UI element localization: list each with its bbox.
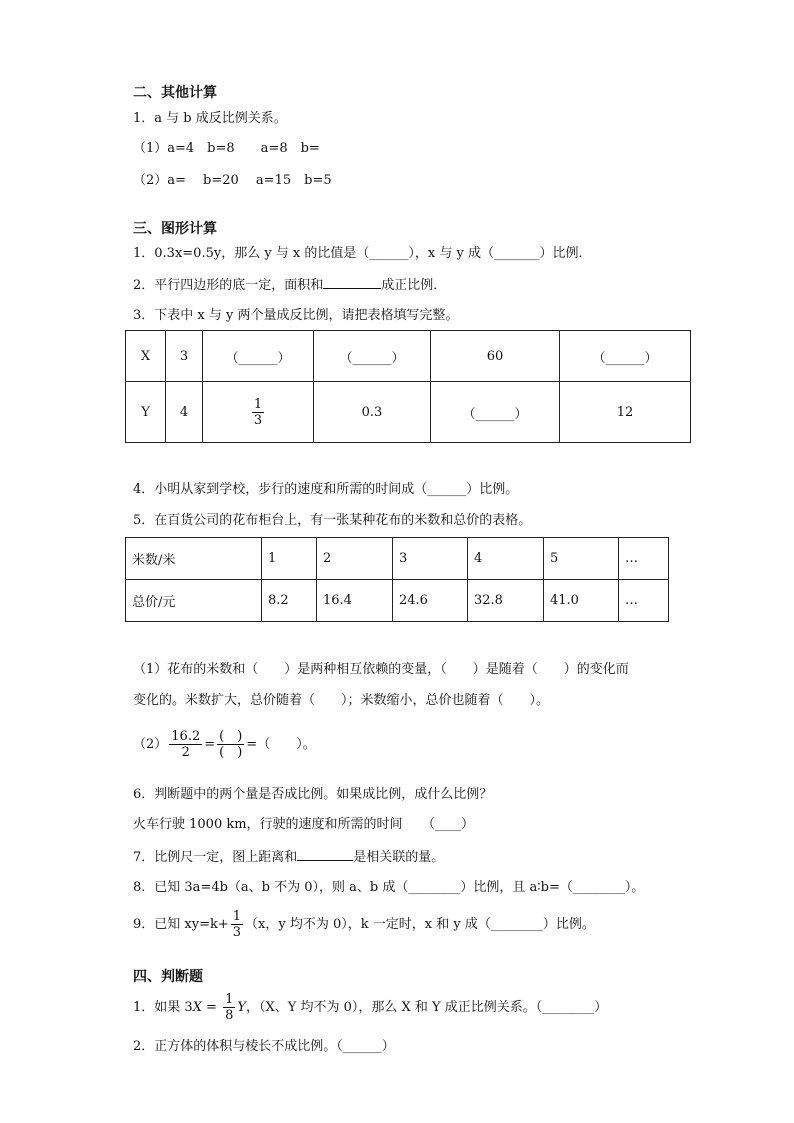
fraction-numerator: 1 [225,992,234,1007]
var-y: Y [237,1000,246,1015]
q9-text-b: （x，y 均不为 0），k 一定时，x 和 y 成（________）比例。 [245,917,595,932]
fraction-one-third [252,397,264,428]
sec3-question-2 [133,276,446,295]
sec2-row-2: （2）a= b=20 a=15 b=5 [133,173,332,188]
sec3-question-9 [133,905,595,947]
q9-text-a: 9．已知 xy=k+ [133,917,229,932]
sec3-question-6: 6．判断题中的两个量是否成比例。如果成比例，成什么比例？ [133,787,493,802]
sec3-question-4: 4．小明从家到学校，步行的速度和所需的时间成（______）比例。 [133,482,519,497]
fraction-blank [217,729,244,760]
table2-row-meters [126,538,669,580]
table2-cell: 2 [317,538,393,580]
table2-cell: 24.6 [393,580,468,622]
table2-cell: … [619,580,669,622]
fraction-numerator: 1 [253,396,263,412]
table1-row-y [126,382,691,443]
q7-text-a: 7．比例尺一定，图上距离和 [133,850,298,865]
sec3-question-6-detail: 火车行驶 1000 km，行驶的速度和所需的时间 （____） [133,817,475,832]
table1-cell: 12 [560,382,691,443]
sec3-q5-part2 [133,725,316,767]
section-2-title: 二、其他计算 [133,85,217,101]
table2-cell: 总价/元 [126,580,262,622]
table2-cell: 16.4 [317,580,393,622]
table1-cell: 0.3 [314,382,431,443]
sec3-q5-part1-line1: （1）花布的米数和（ ）是两种相互依赖的变量，（ ）是随着（ ）的变化而 [133,662,629,677]
table2-cell: 41.0 [544,580,619,622]
table1-cell: X [126,331,166,382]
fraction-numerator: ( ) [219,729,243,744]
table2-cell: 3 [393,538,468,580]
fraction-16-2-over-2 [169,729,202,760]
fraction-one-eighth [223,992,235,1023]
table2-cell: 米数/米 [126,538,262,580]
table2-row-price [126,580,669,622]
q1-text-b: ，（X、Y 均不为 0），那么 X 和 Y 成正比例关系。（________） [246,1000,608,1015]
q7-blank [297,848,353,861]
section-4-title: 四、判断题 [133,969,203,985]
var-x: X [192,1000,202,1015]
table1-cell: （______） [203,331,314,382]
cloth-price-table [125,537,669,622]
fraction-denominator: 2 [181,745,190,760]
q2-text-b: 成正比例． [381,278,447,293]
q5-2-prefix: （2） [133,737,168,752]
table1-cell: （______） [431,382,560,443]
table1-cell: 4 [166,382,203,443]
table2-cell: 1 [262,538,317,580]
sec3-question-5: 5．在百货公司的花布柜台上，有一张某种花布的米数和总价的表格。 [133,513,532,528]
table1-cell-fraction [203,382,314,443]
q2-blank [323,276,381,289]
table1-row-x [126,331,691,382]
sec4-question-1 [133,990,607,1028]
q5-2-tail: =（ ）。 [246,737,316,752]
fraction-denominator: 8 [225,1008,234,1023]
fraction-denominator: 3 [253,412,263,428]
equals-sign: = [201,1000,222,1015]
table1-cell: （______） [560,331,691,382]
fraction-numerator: 1 [232,909,242,924]
sec3-question-1: 1．0.3x=0.5y，那么 y 与 x 的比值是（______），x 与 y 成（_______）比例． [133,246,592,261]
table1-cell: 3 [166,331,203,382]
q1-text-a: 1．如果 3 [133,1000,193,1015]
fraction-denominator: 3 [232,925,242,940]
q7-text-b: 是相关联的量。 [353,850,445,865]
table2-cell: 32.8 [468,580,544,622]
table2-cell: 8.2 [262,580,317,622]
table1-cell: 60 [431,331,560,382]
sec4-question-2: 2．正方体的体积与棱长不成比例。（______） [133,1039,395,1054]
sec2-question-1: 1．a 与 b 成反比例关系。 [133,111,287,126]
table2-cell: 4 [468,538,544,580]
table1-cell: （______） [314,331,431,382]
inverse-proportion-table [125,330,691,443]
sec3-question-7 [133,848,444,867]
sec3-question-8: 8．已知 3a=4b（a、b 不为 0），则 a、b 成（________）比例，且 a∶b=（________）。 [133,880,645,895]
table1-cell: Y [126,382,166,443]
q2-text-a: 2．平行四边形的底一定，面积和 [133,278,324,293]
fraction-numerator: 16.2 [171,729,201,744]
fraction-one-third-q9 [231,909,243,940]
sec3-q5-part1-line2: 变化的。米数扩大，总价随着（ ）；米数缩小，总价也随着（ ）。 [133,693,550,708]
fraction-denominator: ( ) [219,745,243,760]
equals-sign: = [204,737,216,752]
sec3-question-3: 3．下表中 x 与 y 两个量成反比例，请把表格填写完整。 [133,308,459,323]
table2-cell: … [619,538,669,580]
section-3-title: 三、图形计算 [133,221,217,237]
table2-cell: 5 [544,538,619,580]
sec2-row-1: （1）a=4 b=8 a=8 b= [133,141,320,156]
